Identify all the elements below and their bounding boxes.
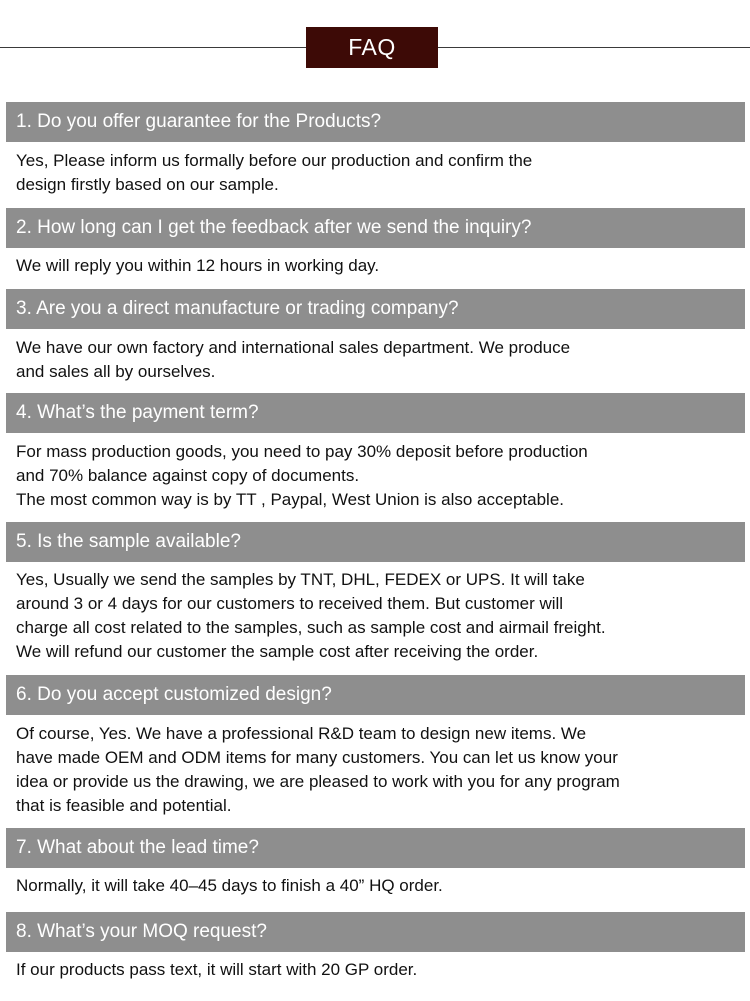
header-rule-left xyxy=(0,47,306,48)
faq-answer-5 xyxy=(16,568,736,664)
answer-line: The most common way is by TT , Paypal, West Union is also acceptable. xyxy=(16,490,565,509)
faq-question-4: 4. What’s the payment term? xyxy=(6,393,745,433)
answer-line: We will refund our customer the sample cost after receiving the order. xyxy=(16,642,539,661)
faq-answer-8 xyxy=(16,958,736,982)
answer-line: We will reply you within 12 hours in working day. xyxy=(16,256,380,275)
faq-question-1: 1. Do you offer guarantee for the Products? xyxy=(6,102,745,142)
faq-question-8: 8. What’s your MOQ request? xyxy=(6,912,745,952)
faq-question-5: 5. Is the sample available? xyxy=(6,522,745,562)
faq-answer-2 xyxy=(16,254,736,278)
faq-answer-7 xyxy=(16,874,736,898)
faq-answer-4 xyxy=(16,440,736,512)
faq-title-badge: FAQ xyxy=(306,27,438,68)
faq-question-6: 6. Do you accept customized design? xyxy=(6,675,745,715)
answer-line: and sales all by ourselves. xyxy=(16,362,216,381)
answer-line: charge all cost related to the samples, such as sample cost and airmail freight. xyxy=(16,618,606,637)
answer-line: design firstly based on our sample. xyxy=(16,175,279,194)
answer-line: For mass production goods, you need to pay 30% deposit before production xyxy=(16,442,588,461)
faq-answer-3 xyxy=(16,336,736,384)
answer-line: Yes, Please inform us formally before our production and confirm the xyxy=(16,151,533,170)
answer-line: that is feasible and potential. xyxy=(16,796,232,815)
answer-line: Normally, it will take 40–45 days to finish a 40” HQ order. xyxy=(16,876,443,895)
answer-line: around 3 or 4 days for our customers to received them. But customer will xyxy=(16,594,564,613)
answer-line: If our products pass text, it will start with 20 GP order. xyxy=(16,960,418,979)
faq-answer-1 xyxy=(16,149,736,197)
answer-line: idea or provide us the drawing, we are pleased to work with you for any program xyxy=(16,772,620,791)
faq-header xyxy=(0,0,750,90)
faq-question-7: 7. What about the lead time? xyxy=(6,828,745,868)
faq-question-3: 3. Are you a direct manufacture or trading company? xyxy=(6,289,745,329)
answer-line: Of course, Yes. We have a professional R&D team to design new items. We xyxy=(16,724,587,743)
answer-line: We have our own factory and international sales department. We produce xyxy=(16,338,571,357)
faq-answer-6 xyxy=(16,722,736,818)
answer-line: have made OEM and ODM items for many customers. You can let us know your xyxy=(16,748,618,767)
answer-line: Yes, Usually we send the samples by TNT, DHL, FEDEX or UPS. It will take xyxy=(16,570,585,589)
faq-question-2: 2. How long can I get the feedback after we send the inquiry? xyxy=(6,208,745,248)
answer-line: and 70% balance against copy of documents. xyxy=(16,466,360,485)
header-rule-right xyxy=(438,47,750,48)
